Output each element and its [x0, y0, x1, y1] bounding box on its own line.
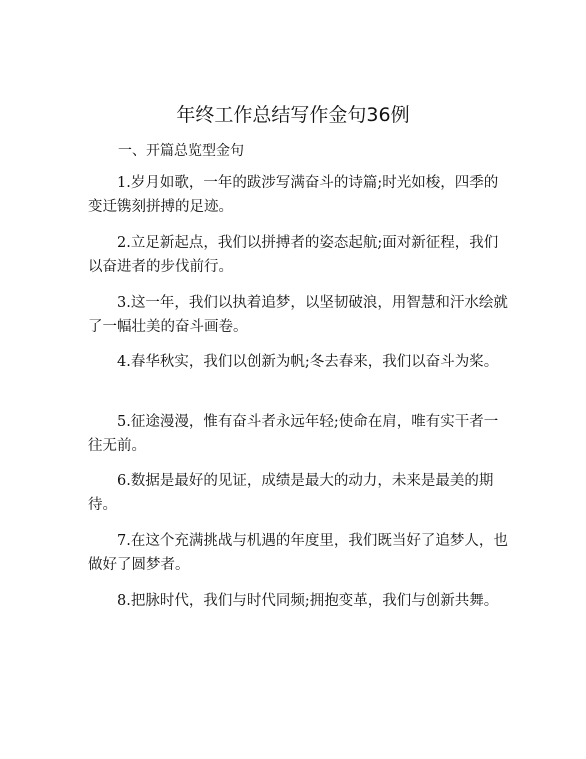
paragraph-8: 8.把脉时代，我们与时代同频;拥抱变革，我们与创新共舞。 [117, 593, 499, 609]
paragraph-2: 2.立足新起点，我们以拼搏者的姿态起航;面对新征程，我们以奋进者的步伐前行。 [88, 235, 499, 275]
paragraph-1: 1.岁月如歌，一年的跋涉写满奋斗的诗篇;时光如梭，四季的变迁镌刻拼搏的足迹。 [88, 175, 499, 215]
section-heading: 一、开篇总览型金句 [118, 143, 244, 159]
document-title: 年终工作总结写作金句36例 [176, 104, 410, 126]
paragraph-5: 5.征途漫漫，惟有奋斗者永远年轻;使命在肩，唯有实干者一往无前。 [88, 414, 499, 454]
paragraph-7: 7.在这个充满挑战与机遇的年度里，我们既当好了追梦人，也做好了圆梦者。 [88, 533, 508, 573]
paragraph-6: 6.数据是最好的见证，成绩是最大的动力，未来是最美的期待。 [88, 473, 494, 513]
paragraph-4: 4.春华秋实，我们以创新为帆;冬去春来，我们以奋斗为桨。 [117, 354, 499, 370]
paragraph-3: 3.这一年，我们以执着追梦，以坚韧破浪，用智慧和汗水绘就了一幅壮美的奋斗画卷。 [88, 295, 508, 335]
